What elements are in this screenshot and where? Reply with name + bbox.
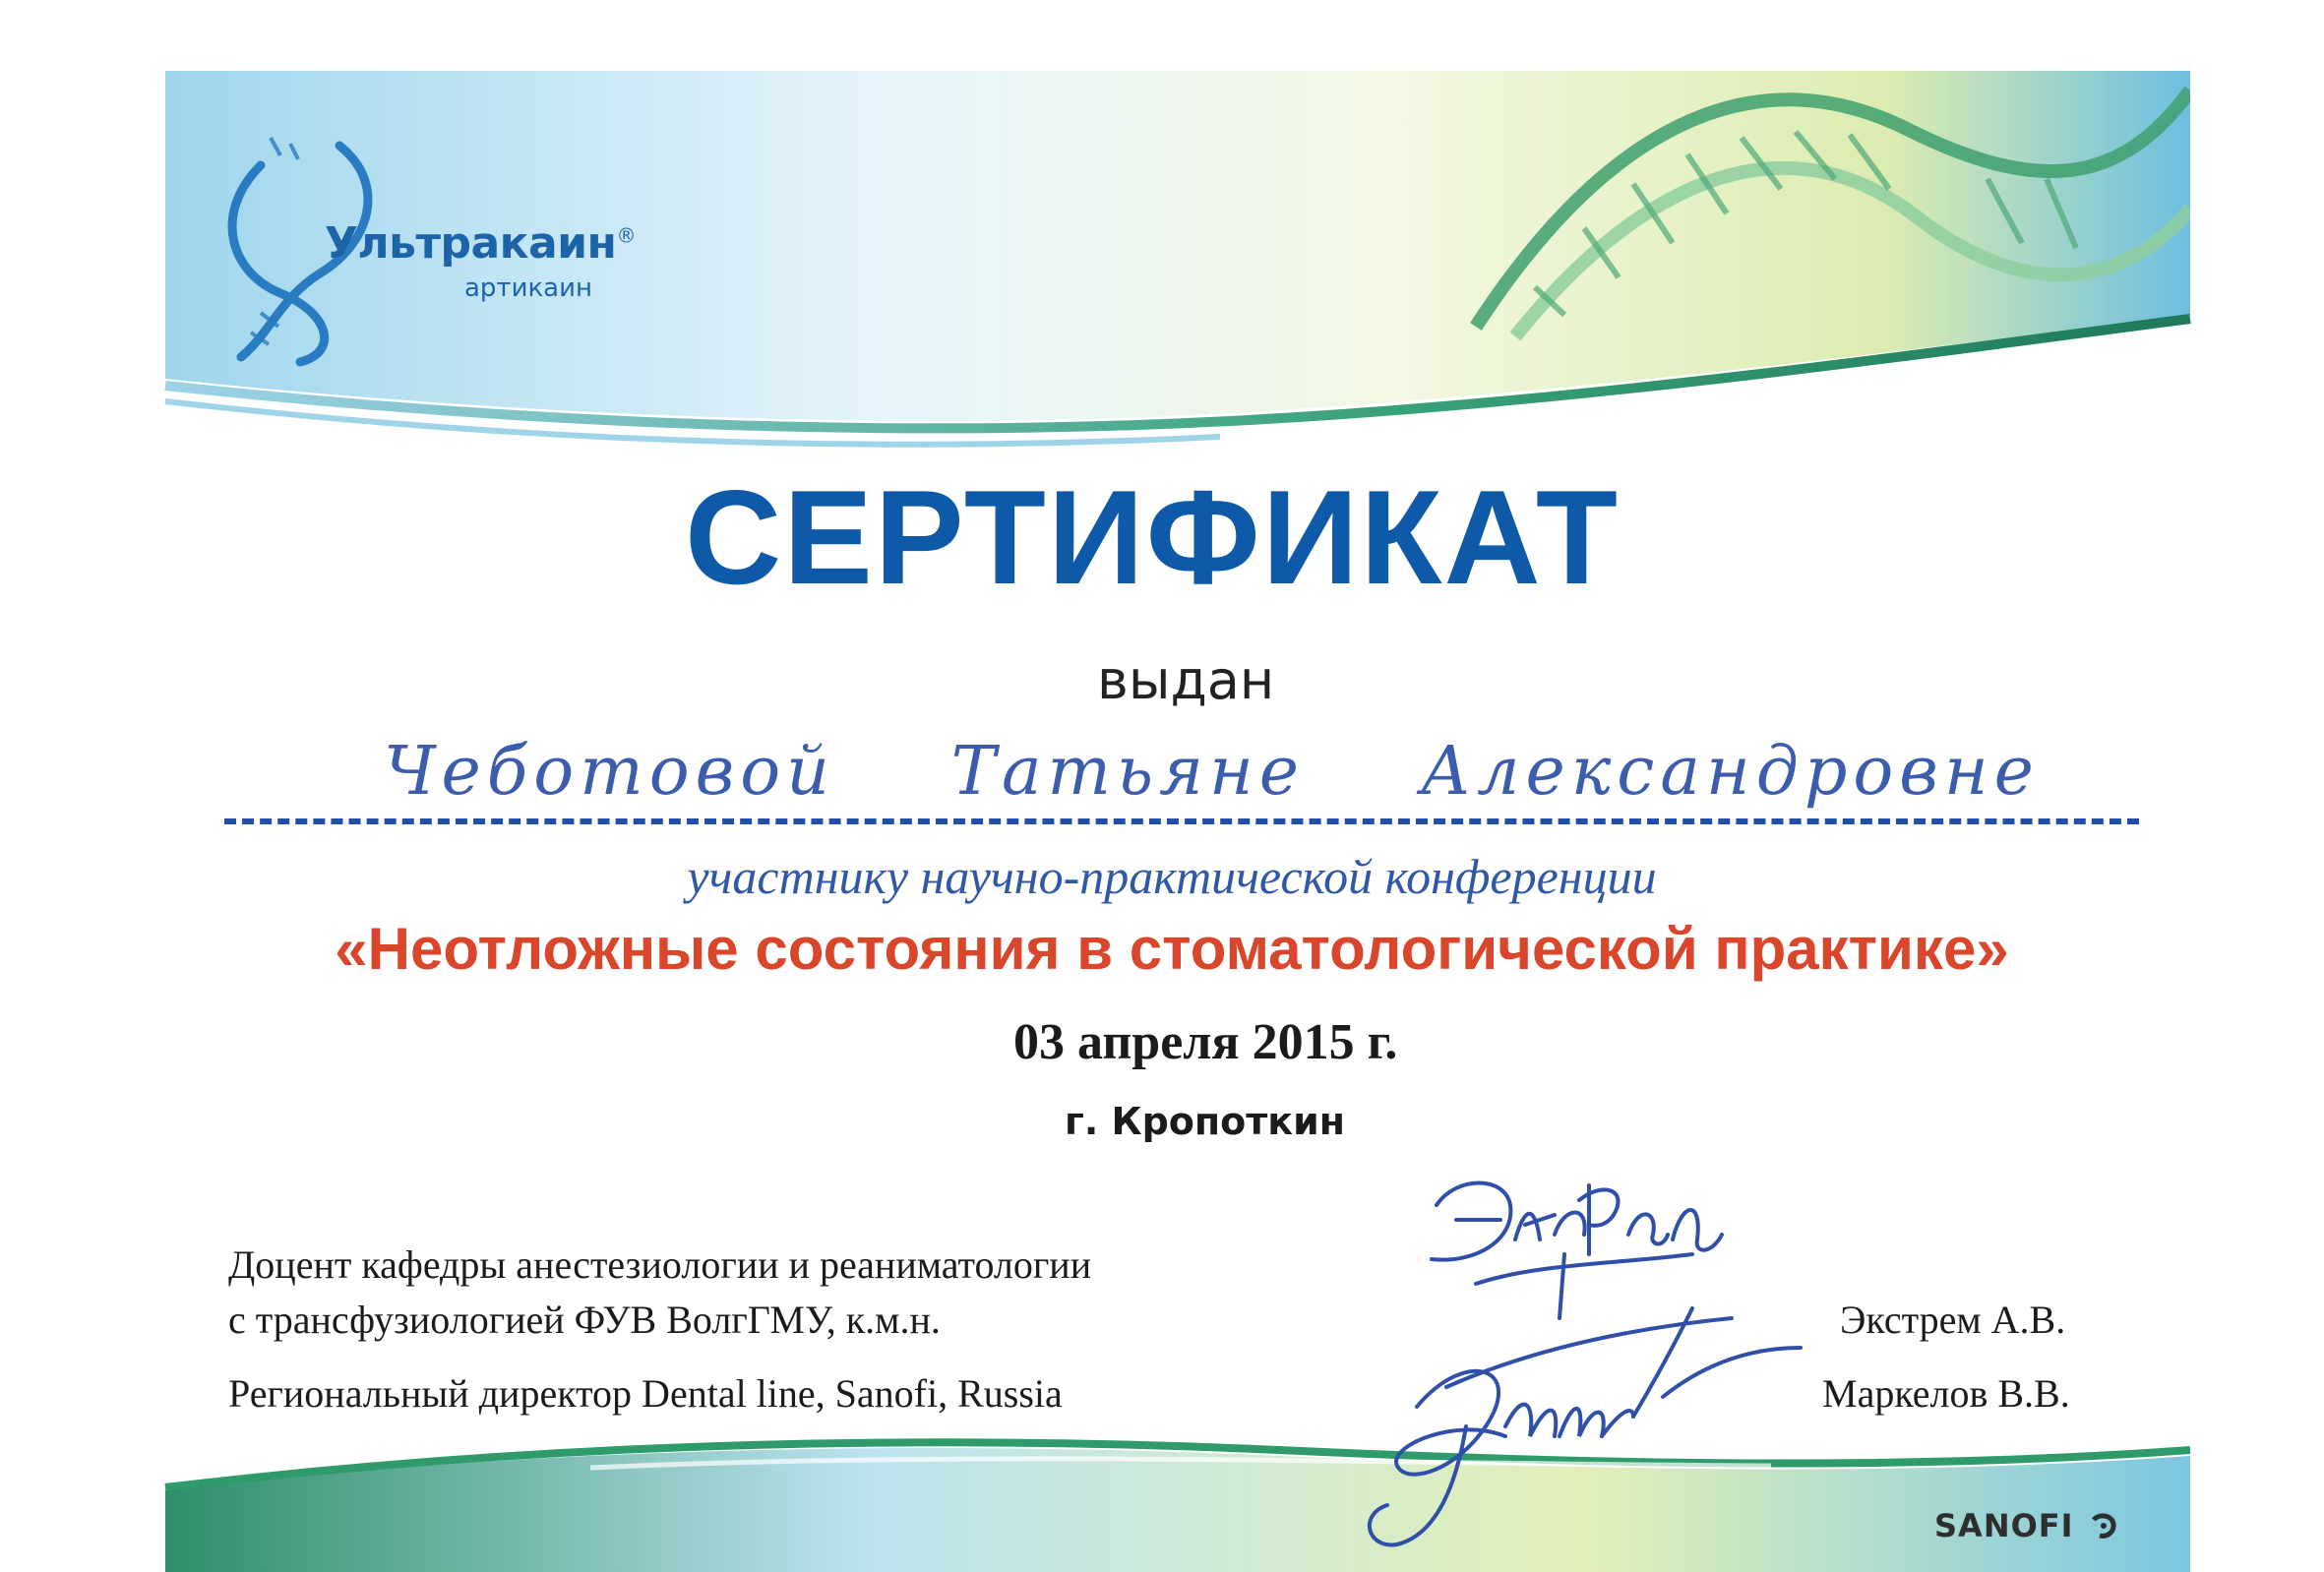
recipient-name-handwritten: Чеботовой Татьяне Александровне [384,733,2040,811]
signature-markelov [1338,1289,1810,1554]
conference-name: «Неотложные состояния в стоматологической практике» [335,916,2009,982]
certificate-title: СЕРТИФИКАТ [684,462,1621,612]
signatory1-position-line2: с трансфузиологией ФУВ ВолгГМУ, к.м.н. [228,1298,941,1342]
brand-substance: артикаин [464,273,593,303]
signer2-name: Маркелов В.В. [1822,1371,2070,1416]
dna-helix-banner-icon [1456,71,2190,346]
event-date: 03 апреля 2015 г. [1013,1014,1398,1070]
sanofi-logo-icon [2090,1512,2117,1540]
signatory1-position-line1: Доцент кафедры анестезиологии и реаниматологии [228,1242,1092,1287]
signatory2-position: Региональный директор Dental line, Sanofi, Russia [228,1371,1063,1416]
registered-mark: ® [616,223,636,248]
sanofi-wordmark: SANOFI [1934,1507,2074,1544]
issued-label: выдан [1097,649,1275,711]
brand-name: Ультракаин® [325,218,636,269]
recipient-underline [224,818,2139,824]
event-city: г. Кропоткин [1065,1100,1345,1143]
sanofi-logo [1934,1507,2117,1544]
participant-text: участнику научно-практической конференции [687,849,1657,904]
signer1-name: Экстрем А.В. [1840,1298,2066,1342]
